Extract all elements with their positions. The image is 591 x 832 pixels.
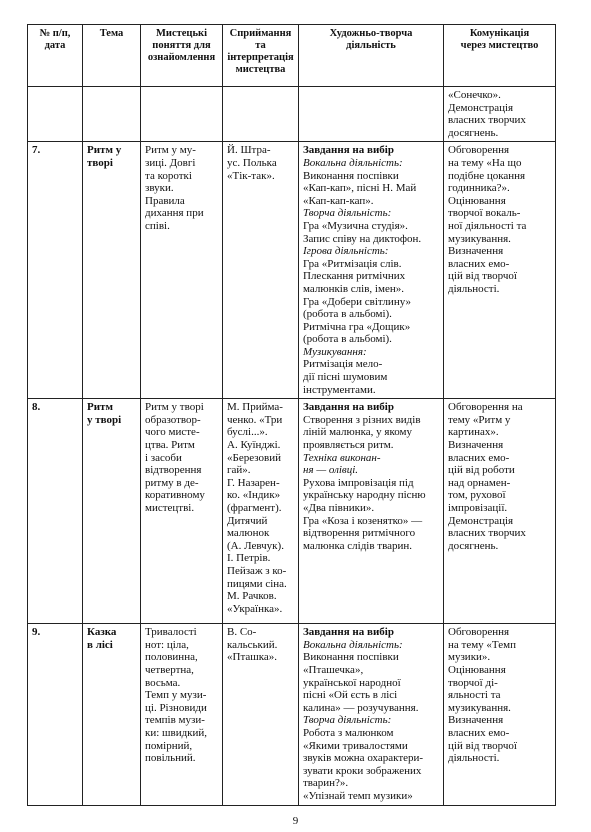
text-line: музикування.	[448, 232, 511, 245]
activity-line: Гра «Музична студія».	[303, 219, 408, 232]
text-line: через мистецтво	[460, 40, 539, 51]
text-line: нот: ціла,	[145, 638, 189, 651]
row-activity	[299, 624, 444, 805]
row-perception	[223, 624, 299, 805]
activity-line: калина» — розучування.	[303, 701, 419, 714]
text-line: образотвор-	[145, 413, 201, 426]
activity-heading: Завдання на вибір	[303, 401, 394, 414]
text-line: творчої вокаль-	[448, 207, 521, 220]
activity-line: «Якими тривалостями	[303, 739, 408, 752]
continuation-activity	[299, 87, 444, 142]
continuation-perception	[223, 87, 299, 142]
text-line: відтворення	[145, 464, 202, 477]
row-perception	[223, 142, 299, 399]
text-line: мистецтва	[235, 64, 286, 75]
text-line: Комунікація	[469, 28, 530, 39]
text-line: Темп у музи-	[145, 689, 207, 702]
text-line: Тема	[99, 28, 124, 39]
continuation-num	[28, 87, 83, 142]
text-line: Мистецькі	[155, 28, 207, 39]
text-line: ус. Полька	[227, 156, 277, 169]
activity-line: відтворення ритмічного	[303, 527, 416, 540]
text-line: половинна,	[145, 651, 198, 664]
activity-heading: Завдання на вибір	[303, 626, 394, 639]
activity-line: дії пісні шумовим	[303, 371, 388, 384]
text-line: дихання при	[145, 207, 204, 220]
activity-subheading: Техніка виконан-	[303, 451, 381, 464]
activity-line: (робота в альбомі).	[303, 333, 392, 346]
text-line: імпровізації.	[448, 502, 508, 514]
text-line: Обговорення	[448, 626, 510, 639]
text-line: дата	[44, 40, 66, 51]
text-line: пицями сіна.	[227, 577, 287, 590]
text-line: інтерпретація	[227, 52, 294, 63]
activity-subheading: Музикування:	[303, 345, 367, 358]
text-line: і засоби	[145, 451, 182, 464]
activity-line: інструментами.	[303, 383, 376, 396]
continuation-row	[28, 87, 556, 142]
header-number-date	[28, 25, 83, 87]
text-line: «Пташка».	[227, 651, 278, 664]
header-concepts	[141, 25, 223, 87]
table-row	[28, 142, 556, 399]
activity-subheading: Творча діяльність:	[303, 207, 392, 220]
activity-subheading: ня — олівці.	[303, 464, 359, 477]
activity-line: Запис співу на диктофон.	[303, 232, 422, 245]
text-line: Визначення	[448, 714, 504, 727]
activity-line: української народної	[303, 676, 401, 689]
activity-line: малюнків слів, імен».	[303, 282, 404, 295]
activity-line: Рухова імпровізація під	[303, 476, 414, 489]
activity-line: «Упізнай темп музики»	[303, 789, 413, 802]
header-activity	[299, 25, 444, 87]
text-line: цій від роботи	[448, 464, 515, 477]
activity-line: проявляється ритм.	[303, 439, 394, 452]
text-line: Ритм у	[87, 144, 122, 157]
row-communication	[444, 142, 556, 399]
text-line: М. Прийма-	[227, 401, 283, 414]
text-line: ченко. «Три	[227, 413, 283, 426]
activity-line: українську народну пісню	[303, 489, 426, 502]
text-line: І. Петрів.	[227, 552, 271, 565]
text-line: «Українка».	[227, 602, 283, 615]
text-line: «Березовий	[227, 451, 281, 464]
activity-line: Виконання поспівки	[303, 169, 399, 182]
text-line: в лісі	[87, 638, 113, 651]
activity-line: Ритмізація мело-	[303, 358, 383, 371]
activity-line: «Пташечка»,	[303, 664, 364, 677]
text-line: помірний,	[145, 739, 193, 752]
activity-line: Створення з різних видів	[303, 413, 421, 426]
row-theme	[83, 399, 141, 624]
activity-line: пісні «Ой єсть в лісі	[303, 689, 398, 702]
text-line: А. Куїнджі.	[227, 439, 281, 452]
activity-line: «Кап-кап-кап».	[303, 194, 374, 207]
text-line: восьма.	[145, 676, 181, 689]
text-line: № п/п,	[39, 28, 71, 39]
continuation-concepts	[141, 87, 223, 142]
text-line: Демонстрація	[448, 514, 514, 527]
activity-subheading: Творча діяльність:	[303, 714, 392, 727]
text-line: годинника?».	[448, 182, 510, 195]
activity-line: ліній малюнка, у якому	[303, 426, 412, 439]
text-line: та короткі	[145, 169, 192, 182]
text-line: зиці. Довгі	[145, 156, 196, 169]
text-line: четвертна,	[145, 664, 194, 677]
text-line: на тему «Темп	[448, 638, 516, 651]
text-line: яльності та	[448, 689, 501, 702]
row-theme	[83, 624, 141, 805]
text-line: творі	[87, 156, 113, 169]
text-line: повільний.	[145, 752, 196, 765]
activity-line: Виконання поспівки	[303, 651, 399, 664]
activity-line: Гра «Коза і козенятко» —	[303, 514, 423, 527]
text-line: музикування.	[448, 701, 511, 714]
text-line: власних емо-	[448, 257, 510, 270]
continuation-communication	[444, 87, 556, 142]
table-header-row	[28, 25, 556, 87]
header-perception	[223, 25, 299, 87]
text-line: Казка	[87, 626, 117, 639]
activity-line: зувати кроки зображених	[303, 764, 422, 777]
activity-line: тварин?».	[303, 777, 349, 790]
text-line: творчої ді-	[448, 676, 498, 689]
text-line: Обговорення на	[448, 401, 523, 414]
text-line: цтва. Ритм	[145, 439, 195, 452]
text-line: у творі	[87, 413, 122, 426]
text-line: «Сонечко».	[448, 89, 501, 101]
text-line: діяльності.	[448, 282, 500, 295]
row-number: 8.	[28, 399, 83, 624]
text-line: Г. Назарен-	[227, 476, 280, 489]
row-activity	[299, 142, 444, 399]
text-line: поняття для	[152, 40, 211, 51]
activity-subheading: Ігрова діяльність:	[303, 245, 389, 258]
text-line: та	[255, 40, 266, 51]
text-line: Сприймання	[229, 28, 292, 39]
header-theme	[83, 25, 141, 87]
text-line: діяльність	[346, 40, 396, 51]
text-line: подібне цокання	[448, 169, 526, 182]
text-line: Обговорення	[448, 144, 510, 157]
activity-line: Гра «Ритмізація слів.	[303, 257, 402, 270]
text-line: співі.	[145, 219, 170, 232]
activity-line: Ритмічна гра «Дощик»	[303, 320, 411, 333]
activity-subheading: Вокальна діяльність:	[303, 638, 403, 651]
text-line: ці. Різновиди	[145, 701, 207, 714]
text-line: ознайомлення	[147, 52, 216, 63]
text-line: Й. Штра-	[227, 144, 271, 157]
text-line: власних емо-	[448, 451, 510, 464]
text-line: Оцінювання	[448, 664, 506, 677]
text-line: тему «Ритм у	[448, 413, 511, 426]
row-number: 7.	[28, 142, 83, 399]
activity-line: Плескання ритмічних	[303, 270, 406, 283]
text-line: Тривалості	[145, 626, 197, 639]
row-perception	[223, 399, 299, 624]
activity-subheading: Вокальна діяльність:	[303, 156, 403, 169]
text-line: музики».	[448, 651, 491, 664]
text-line: мистецтві.	[145, 502, 195, 514]
text-line: картинах».	[448, 426, 499, 439]
text-line: гай».	[227, 464, 251, 477]
row-theme	[83, 142, 141, 399]
continuation-theme	[83, 87, 141, 142]
text-line: Визначення	[448, 439, 504, 452]
lesson-plan-table	[27, 24, 556, 806]
text-line: на тему «На що	[448, 156, 522, 169]
text-line: темпів музи-	[145, 714, 205, 727]
row-concepts	[141, 624, 223, 805]
text-line: (фрагмент).	[227, 502, 282, 514]
text-line: Ритм у му-	[145, 144, 196, 157]
text-line: чого мисте-	[145, 426, 200, 439]
row-concepts	[141, 142, 223, 399]
text-line: Художньо-творча	[329, 28, 413, 39]
text-line: Демонстрація	[448, 101, 514, 114]
activity-line: Гра «Добери світлину»	[303, 295, 411, 308]
text-line: ко. «Індик»	[227, 489, 281, 502]
text-line: Ритм у творі	[145, 401, 204, 414]
header-communication	[444, 25, 556, 87]
text-line: буслі...».	[227, 426, 268, 439]
text-line: цій від творчої	[448, 739, 517, 752]
text-line: над орнамен-	[448, 476, 511, 489]
row-concepts	[141, 399, 223, 624]
text-line: власних творчих	[448, 114, 526, 127]
text-line: (А. Левчук).	[227, 539, 284, 552]
text-line: ної діяльності та	[448, 219, 527, 232]
text-line: коративному	[145, 489, 205, 502]
table-row	[28, 624, 556, 805]
text-line: звуки.	[145, 182, 174, 195]
row-communication	[444, 399, 556, 624]
text-line: Пейзаж з ко-	[227, 564, 287, 577]
text-line: власних емо-	[448, 727, 510, 739]
row-activity	[299, 399, 444, 624]
activity-line: звуків можна охарактери-	[303, 752, 424, 765]
text-line: Визначення	[448, 245, 504, 258]
activity-heading: Завдання на вибір	[303, 144, 394, 157]
text-line: кальський.	[227, 638, 278, 651]
text-line: ритму в де-	[145, 476, 199, 489]
text-line: діяльності.	[448, 752, 500, 765]
activity-line: Робота з малюнком	[303, 727, 394, 739]
activity-line: (робота в альбомі).	[303, 308, 392, 321]
activity-line: «Кап-кап», пісні Н. Май	[303, 182, 417, 195]
text-line: досягнень.	[448, 539, 499, 552]
text-line: власних творчих	[448, 527, 526, 540]
page-number: 9	[292, 815, 299, 827]
text-line: том, рухової	[448, 489, 506, 502]
text-line: Правила	[145, 194, 185, 207]
text-line: малюнок	[227, 527, 270, 540]
text-line: «Тік-так».	[227, 169, 275, 182]
text-line: Ритм	[87, 401, 113, 414]
text-line: ки: швидкий,	[145, 727, 208, 739]
text-line: М. Рачков.	[227, 590, 277, 603]
row-communication	[444, 624, 556, 805]
activity-line: малюнка слідів тварин.	[303, 539, 413, 552]
text-line: цій від творчої	[448, 270, 517, 283]
text-line: Дитячий	[227, 514, 268, 527]
text-line: Оцінювання	[448, 194, 506, 207]
table-row	[28, 399, 556, 624]
text-line: В. Со-	[227, 626, 257, 639]
activity-line: «Два півники».	[303, 502, 375, 514]
row-number: 9.	[28, 624, 83, 805]
text-line: досягнень.	[448, 126, 499, 139]
